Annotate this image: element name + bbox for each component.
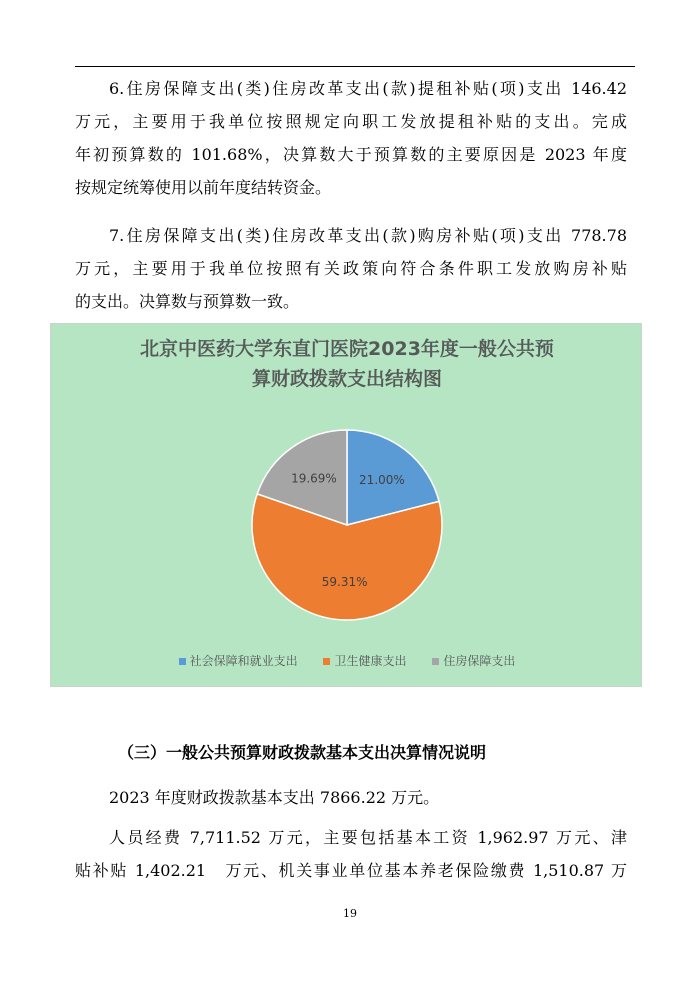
text-line: 6.住房保障支出(类)住房改革支出(款)提租补贴(项)支出 146.42 [109, 79, 627, 98]
legend-label: 住房保障支出 [443, 654, 516, 668]
legend-swatch [179, 658, 186, 665]
legend-item [432, 652, 515, 669]
legend-item [179, 652, 298, 669]
paragraph-basic-expenditure [75, 781, 627, 814]
page-number: 19 [343, 907, 357, 920]
legend-swatch [323, 658, 330, 665]
text-line: 7.住房保障支出(类)住房改革支出(款)购房补贴(项)支出 778.78 [109, 226, 627, 245]
legend-item [323, 652, 406, 669]
chart-legend [51, 652, 643, 669]
paragraph-personnel-costs [75, 821, 627, 887]
pie-data-label: 19.69% [291, 471, 337, 486]
legend-label: 社会保障和就业支出 [189, 654, 298, 668]
text-line: 按规定统筹使用以前年度结转资金。 [75, 178, 332, 197]
chart-title-line: 算财政拨款支出结构图 [251, 368, 442, 390]
pie-data-label: 21.00% [359, 472, 405, 487]
pie-chart [51, 324, 643, 688]
paragraph-housing-rent-subsidy [75, 72, 627, 204]
section-heading: （三）一般公共预算财政拨款基本支出决算情况说明 [118, 743, 487, 762]
text-line: 贴补贴 1,402.21 万元、机关事业单位基本养老保险缴费 1,510.87 万 [75, 861, 627, 880]
header-rule [75, 66, 635, 67]
chart-title-line: 北京中医药大学东直门医院2023年度一般公共预 [140, 338, 554, 360]
text-line: 人员经费 7,711.52 万元，主要包括基本工资 1,962.97 万元、津 [109, 828, 627, 847]
pie-data-label: 59.31% [321, 574, 368, 589]
text-line: 年初预算数的 101.68%，决算数大于预算数的主要原因是 2023 年度 [75, 145, 627, 164]
text-line: 万元，主要用于我单位按照有关政策向符合条件职工发放购房补贴 [75, 259, 627, 278]
text-line: 2023 年度财政拨款基本支出 7866.22 万元。 [109, 788, 440, 807]
legend-label: 卫生健康支出 [334, 654, 407, 668]
paragraph-housing-purchase-subsidy [75, 219, 627, 318]
pie-chart-panel [50, 323, 642, 687]
legend-swatch [432, 658, 439, 665]
text-line: 的支出。决算数与预算数一致。 [75, 292, 300, 311]
text-line: 万元，主要用于我单位按照规定向职工发放提租补贴的支出。完成 [75, 112, 627, 131]
